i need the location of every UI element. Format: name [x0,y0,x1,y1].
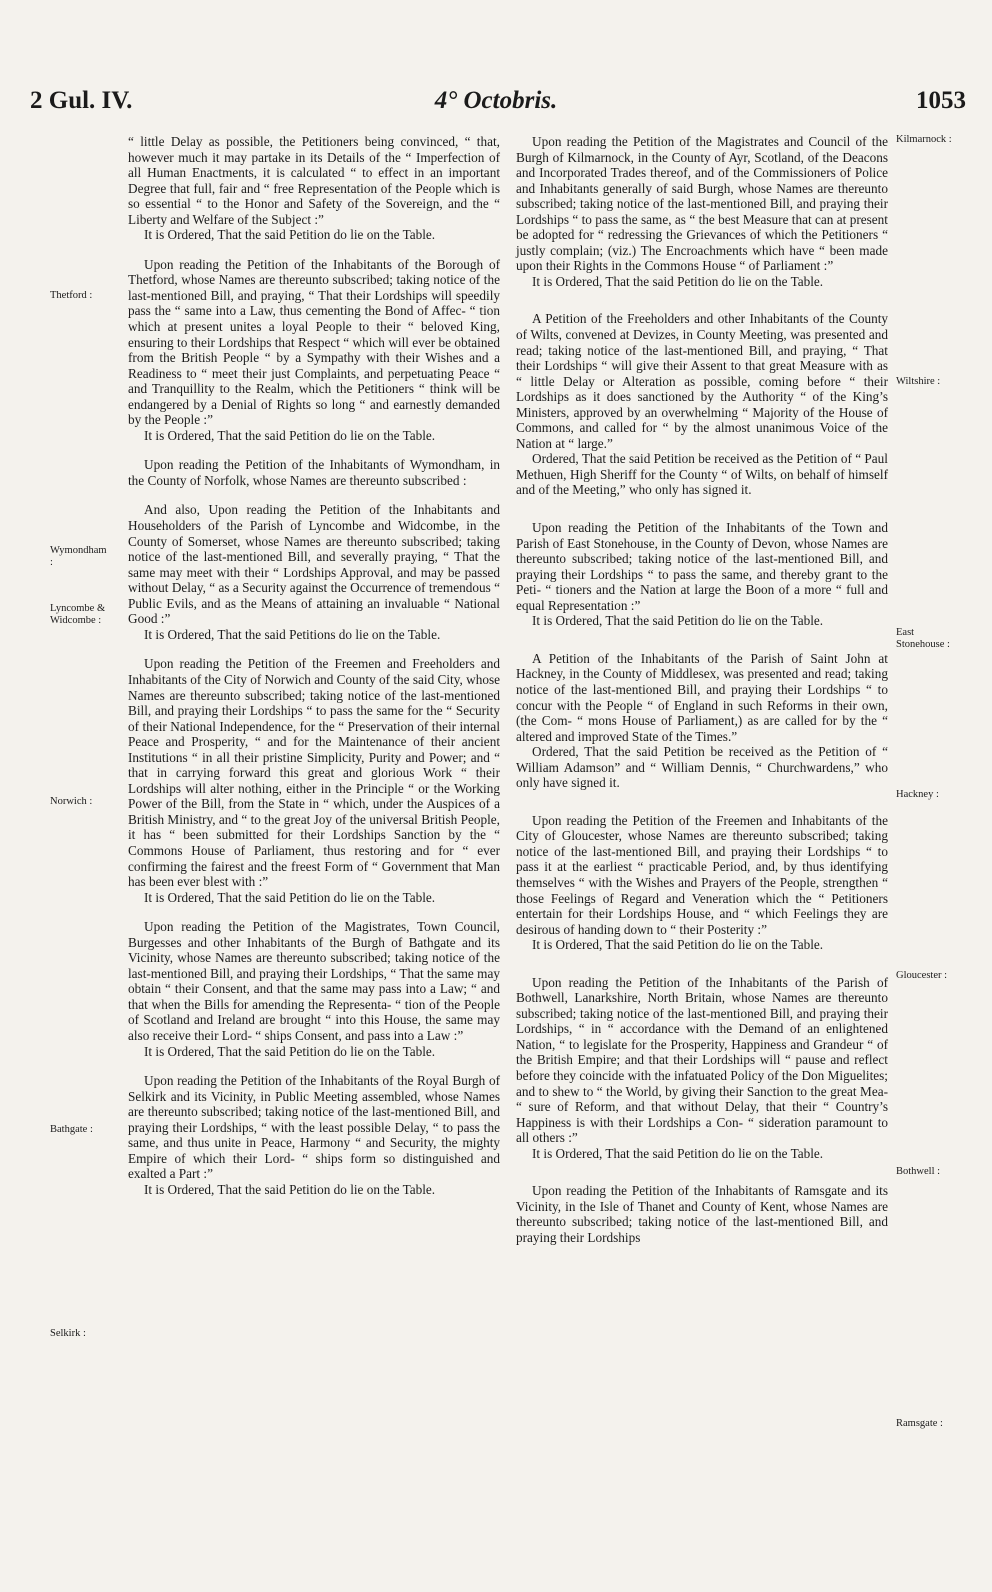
margin-note-stonehouse: East Stonehouse : [896,627,950,650]
margin-note-selkirk: Selkirk : [50,1328,86,1339]
regnal-year: 2 Gul. IV. [30,87,133,114]
margin-note-norwich: Norwich : [50,796,93,807]
margin-note-wiltshire: Wiltshire : [896,376,941,387]
petition-bothwell: Upon reading the Petition of the Inhabitants of the Parish of Bothwell, Lanarkshire, North Britain, whose Names are thereunto subscribed; taking notice of the last-mentioned Bill, and praying their Lordships, “ in “ accordance with the Demand of an enlightened Nation, “ to legislate for the Prosperity, Happiness and Grandeur “ of the British Empire; and that their Lordships will “ pause and reflect before they coincide with the infatuated Policy of the Don Miguelites; and to shew to “ the World, by giving their Sanction to the great Mea- “ sure of Reform, and that without Delay, that their “ Country’s Happiness is with their Lordships a Con- “ sideration paramount to all others :” [516,974,888,1146]
date-heading: 4° Octobris. [434,87,558,114]
petition-wiltshire: A Petition of the Freeholders and other Inhabitants of the County of Wilts, convened at Devizes, in County Meeting, was presented and read; taking notice of the last-mentioned Bill, and praying, “ That their Lordships “ will give their Assent to that great Measure with as “ little Delay or Alteration as possible, coming before “ their Lordships as it does sanctioned by the Authority “ of the King’s Ministers, approved by an overwhelming “ Majority of the House of Commons, and called for “ by the almost unanimous Voice of the Nation at “ large.” [516,311,888,451]
petition-kilmarnock: Upon reading the Petition of the Magistrates and Council of the Burgh of Kilmarnock, in the County of Ayr, Scotland, of the Deacons and Incorporated Trades thereof, and of the Commissioners of Police and Inhabitants generally of said Burgh, whose Names are thereunto subscribed; taking notice of the last-mentioned Bill, and praying their Lordships “ to pass the same, as “ the best Measure that can at present be adopted for “ redressing the Grievances of which the Petitioners “ justly complain; (viz.) The Encroachments which have “ been made upon their Rights in the Commons House “ of Parliament :” [516,134,888,274]
petition-ramsgate: Upon reading the Petition of the Inhabitants of Ramsgate and its Vicinity, in the Isle of Thanet and County of Kent, whose Names are thereunto subscribed; taking notice of the last-mentioned Bill, and praying their Lordships [516,1183,888,1245]
order-line: It is Ordered, That the said Petitions do lie on the Table. [144,626,441,642]
order-line: It is Ordered, That the said Petition do lie on the Table. [144,427,436,443]
petition-paragraph: “ little Delay as possible, the Petitioners being convinced, “ that, however much it may partake in its Details of the “ Imperfection of all Human Enactments, it is calculated “ to effect in an important Degree that full, fair and “ free Representation of the People which is so essential “ to the Honor and Safety of the Sovereign, and the “ Liberty and Welfare of the Subject :” [128,134,500,227]
petition-wymondham: Upon reading the Petition of the Inhabitants of Wymondham, in the County of Norfolk, whose Names are thereunto subscribed : [128,457,500,488]
petition-east-stonehouse: Upon reading the Petition of the Inhabitants of the Town and Parish of East Stonehouse, in the County of Devon, whose Names are thereunto subscribed; taking notice of the last-mentioned Bill, and praying their Lordships “ to pass the same, and thereby grant to the Peti- “ tioners and the Nation at large the Boon of a more “ full and equal Representation :” [516,520,888,613]
right-column [516,134,888,1245]
margin-note-wymondham: Wymondham : [50,545,107,568]
petition-selkirk: Upon reading the Petition of the Inhabitants of the Royal Burgh of Selkirk and its Vicinity, in Public Meeting assembled, whose Names are thereunto subscribed; taking notice of the last-mentioned Bill, and praying their Lordships, “ with the least possible Delay, “ to pass the same, and thus unite in Peace, Harmony “ and Security, the mighty Empire of which their Lord- “ ships form so distinguished and exalted a Part :” [128,1073,500,1182]
margin-note-bathgate: Bathgate : [50,1124,93,1135]
petition-lyncombe: And also, Upon reading the Petition of the Inhabitants and Householders of the Parish of Lyncombe and Widcombe, in the County of Somerset, whose Names are thereunto subscribed; taking notice of the last-mentioned Bill, and severally praying, “ That the same may meet with their “ Lordships Approval, and may be passed without Delay, “ as a Security against the Occurrence of tremendous “ Public Evils, and as the Means of attaining an invaluable “ National Good :” [128,502,500,627]
page-header [0,86,992,126]
petition-gloucester: Upon reading the Petition of the Freemen and Inhabitants of the City of Gloucester, whose Names are thereunto subscribed; taking notice of the last-mentioned Bill, and praying their Lordships “ to pass it at the earliest “ practicable Period, and, by thus identifying themselves “ with the Wishes and Prayers of the People, strengthen “ those Feelings of Regard and Veneration which the “ Petitioners entertain for their Lordships House, and “ which Feelings they are desirous of handing down to “ their Posterity :” [516,812,888,937]
order-line: It is Ordered, That the said Petition do lie on the Table. [532,273,824,289]
margin-note-lyncombe: Lyncombe & Widcombe : [50,603,106,626]
margin-note-bothwell: Bothwell : [896,1166,941,1177]
margin-note-kilmarnock: Kilmarnock : [896,134,952,145]
petition-hackney: A Petition of the Inhabitants of the Parish of Saint John at Hackney, in the County of Middlesex, was presented and read; taking notice of the last-mentioned Bill, and praying their Lordships “ to concur with the People “ of England in such Reforms in their own, (the Com- “ mons House of Parliament,) as are called for by the “ altered and improved State of the Times.” [516,650,888,744]
left-column [128,134,500,1197]
order-line: It is Ordered, That the said Petition do lie on the Table. [532,613,824,629]
petition-thetford: Upon reading the Petition of the Inhabitants of the Borough of Thetford, whose Names are thereunto subscribed; taking notice of the last-mentioned Bill, and praying, “ That their Lordships will speedily pass the “ same into a Law, thus cementing the Bond of Affec- “ tion which at present unites a loyal People to their “ beloved King, ensuring to their Lordships that Respect “ which will ever be obtained from the British People “ by a Sympathy with their Wishes and a Readiness to “ meet their just Complaints, and perpetuating Peace “ and Tranquillity to the Realm, which the Petitioners “ think will be endangered by a Denial of Rights so long “ and earnestly demanded by the People :” [128,256,500,428]
order-line: It is Ordered, That the said Petition do lie on the Table. [144,1043,436,1059]
order-line: It is Ordered, That the said Petition do lie on the Table. [144,1181,436,1197]
margin-note-gloucester: Gloucester : [896,970,948,981]
order-line: It is Ordered, That the said Petition do lie on the Table. [532,1145,824,1161]
order-line: Ordered, That the said Petition be received as the Petition of “ William Adamson” and “ William Dennis, “ Churchwardens,” who only have signed it. [516,744,888,791]
margin-note-ramsgate: Ramsgate : [896,1418,943,1429]
margin-note-hackney: Hackney : [896,789,939,800]
order-line: Ordered, That the said Petition be received as the Petition of “ Paul Methuen, High Sheriff for the County “ of Wilts, on behalf of himself and of the Meeting,” who only has signed it. [516,451,888,498]
margin-note-thetford: Thetford : [50,290,93,301]
order-line: It is Ordered, That the said Petition do lie on the Table. [144,889,436,905]
order-line: It is Ordered, That the said Petition do lie on the Table. [532,937,824,953]
order-line: It is Ordered, That the said Petition do lie on the Table. [144,227,436,243]
page-number: 1053 [916,87,966,114]
petition-bathgate: Upon reading the Petition of the Magistrates, Town Council, Burgesses and other Inhabitants of the Burgh of Bathgate and its Vicinity, whose Names are thereunto subscribed; taking notice of the last-mentioned Bill, and praying their Lordships, “ That the same may obtain “ their Consent, and that the same may pass into a Law; “ and that when the Bills for amending the Representa- “ tion of the People of Scotland and Ireland are brought “ into this House, the same may also receive their Lord- “ ships Consent, and pass into a Law :” [128,919,500,1043]
petition-norwich: Upon reading the Petition of the Freemen and Freeholders and Inhabitants of the City of Norwich and County of the said City, whose Names are thereunto subscribed; taking notice of the last-mentioned Bill, and praying their Lordships “ to pass the same for the “ Security of their National Independence, for the “ Preservation of their internal Peace and Prosperity, “ and for the Maintenance of their ancient Institutions “ in all their pristine Simplicity, Purity and Power; and “ that in carrying forward this great and glorious Work “ their Lordships will alter nothing, either in the Principle “ or the Working Power of the Bill, from the State in “ which, under the Auspices of a British Ministry, and “ to the great Joy of the universal British People, it has “ been submitted for their Lordships Sanction by the “ Commons House of Parliament, thus restoring and for “ ever confirming the fairest and the freest Form of “ Government that Man has been ever blest with :” [128,656,500,890]
